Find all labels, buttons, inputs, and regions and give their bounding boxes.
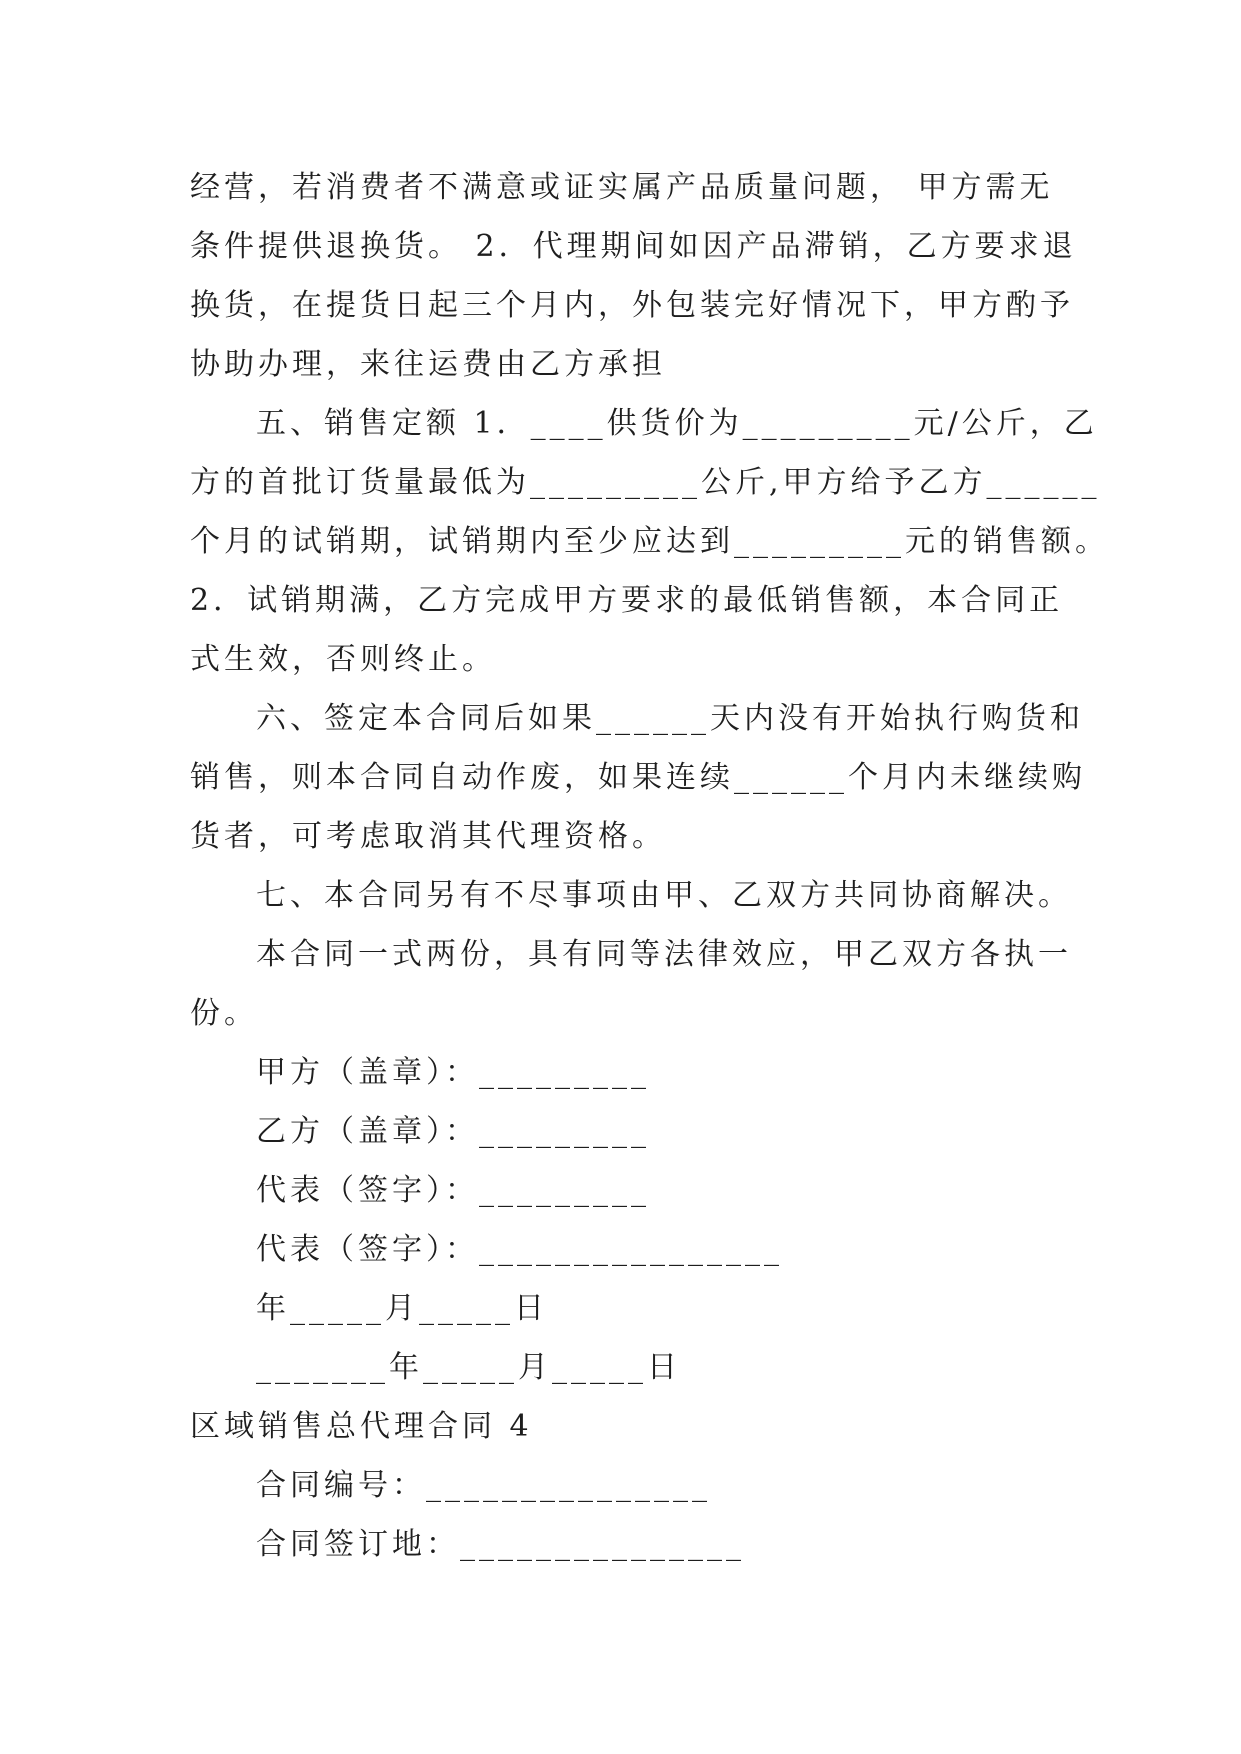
text-line: 份。 [190, 996, 258, 1031]
contract-number-field: 合同编号：_______________ [256, 1468, 711, 1503]
party-b-seal-field: 乙方（盖章）：_________ [256, 1114, 650, 1149]
party-a-seal-field: 甲方（盖章）：_________ [256, 1055, 650, 1090]
contract-text [190, 158, 1109, 1574]
date-field: 年_____月_____日 [256, 1291, 548, 1326]
text-line: 方的首批订货量最低为_________公斤,甲方给予乙方______ [190, 465, 1101, 500]
text-line: 协助办理，来往运费由乙方承担 [190, 347, 666, 382]
representative-signature-field: 代表（签字）：_________ [256, 1173, 650, 1208]
text-line: 个月的试销期，试销期内至少应达到_________元的销售额。 [190, 524, 1109, 559]
section-7-heading: 七、本合同另有不尽事项由甲、乙双方共同协商解决。 [256, 878, 1072, 913]
text-line: 经营，若消费者不满意或证实属产品质量问题， 甲方需无 [190, 170, 1054, 205]
signing-place-field: 合同签订地：_______________ [256, 1527, 745, 1562]
text-line: 2．试销期满，乙方完成甲方要求的最低销售额，本合同正 [190, 583, 1064, 618]
section-5-heading: 五、销售定额 1．____供货价为_________元/公斤，乙 [256, 406, 1098, 441]
text-line: 货者，可考虑取消其代理资格。 [190, 819, 666, 854]
representative-signature-field: 代表（签字）：________________ [256, 1232, 783, 1267]
text-line: 换货，在提货日起三个月内，外包装完好情况下，甲方酌予 [190, 288, 1074, 323]
copies-clause: 本合同一式两份，具有同等法律效应，甲乙双方各执一 [256, 937, 1072, 972]
text-line: 条件提供退换货。 2．代理期间如因产品滞销，乙方要求退 [190, 229, 1077, 264]
contract-title: 区域销售总代理合同 4 [190, 1409, 533, 1444]
text-line: 式生效，否则终止。 [190, 642, 496, 677]
section-6-heading: 六、签定本合同后如果______天内没有开始执行购货和 [256, 701, 1084, 736]
text-line: 销售，则本合同自动作废，如果连续______个月内未继续购 [190, 760, 1086, 795]
date-field: _______年_____月_____日 [256, 1350, 681, 1385]
